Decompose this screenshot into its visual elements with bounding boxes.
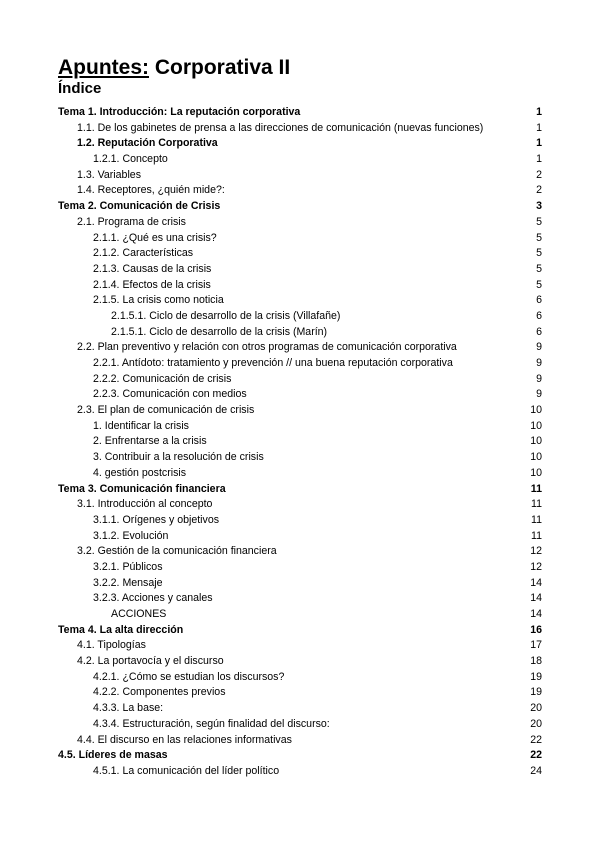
toc-entry-title: Tema 4. La alta dirección — [58, 623, 184, 636]
toc-entry-title: 4.5.1. La comunicación del líder político — [93, 764, 280, 777]
toc-entry-page: 5 — [536, 215, 542, 228]
toc-entry[interactable] — [58, 168, 542, 184]
toc-entry[interactable] — [58, 685, 542, 701]
toc-entry[interactable] — [58, 450, 542, 466]
toc-entry[interactable] — [58, 591, 542, 607]
toc-entry-title: 3.2.3. Acciones y canales — [93, 592, 213, 605]
toc-entry-title: 4. gestión postcrisis — [93, 466, 187, 479]
toc-entry-page: 5 — [536, 262, 542, 275]
index-heading: Índice — [58, 80, 102, 97]
toc-entry[interactable] — [58, 152, 542, 168]
toc-entry-page: 24 — [530, 764, 542, 777]
toc-entry-page: 20 — [530, 702, 542, 715]
toc-entry-title: 4.2. La portavocía y el discurso — [77, 655, 224, 668]
toc-entry-page: 10 — [530, 466, 542, 479]
toc-entry[interactable] — [58, 136, 542, 152]
toc-entry[interactable] — [58, 607, 542, 623]
toc-entry-title: Tema 2. Comunicación de Crisis — [58, 200, 221, 213]
toc-entry[interactable] — [58, 576, 542, 592]
toc-entry-title: Tema 3. Comunicación financiera — [58, 482, 226, 495]
toc-entry-page: 17 — [530, 639, 542, 652]
toc-entry[interactable] — [58, 325, 542, 341]
title-main: Corporativa II — [154, 56, 291, 79]
toc-entry-page: 16 — [530, 623, 542, 636]
toc-entry[interactable] — [58, 199, 542, 215]
toc-entry[interactable] — [58, 419, 542, 435]
toc-entry-page: 10 — [530, 404, 542, 417]
toc-entry-title: 2.1.3. Causas de la crisis — [93, 262, 212, 275]
toc-entry-title: 1.2.1. Concepto — [93, 153, 168, 166]
toc-entry-page: 6 — [536, 309, 542, 322]
toc-entry-page: 1 — [536, 121, 542, 134]
toc-entry-title: 2.2.1. Antídoto: tratamiento y prevención // una buena reputación corporativa — [93, 357, 453, 369]
toc-entry-page: 9 — [536, 341, 542, 354]
toc-entry-page: 6 — [536, 325, 542, 338]
toc-entry-page: 11 — [531, 513, 542, 526]
toc-entry[interactable] — [58, 387, 542, 403]
toc-entry-page: 1 — [536, 137, 542, 150]
toc-entry-title: 1.3. Variables — [77, 168, 141, 181]
toc-entry-page: 5 — [536, 231, 542, 244]
toc-entry-title: 4.2.1. ¿Cómo se estudian los discursos? — [93, 670, 285, 683]
toc-entry-page: 11 — [530, 482, 542, 495]
toc-entry-page: 6 — [536, 294, 542, 307]
toc-entry-page: 9 — [536, 357, 542, 369]
toc-entry-page: 11 — [531, 529, 542, 542]
toc-entry-title: 2.1.5.1. Ciclo de desarrollo de la crisis (Marín) — [111, 325, 328, 338]
toc-entry-page: 10 — [530, 419, 542, 432]
toc-entry-page: 14 — [530, 608, 542, 620]
toc-entry[interactable] — [58, 278, 542, 294]
toc-entry-page: 12 — [530, 545, 542, 558]
toc-entry-page: 2 — [536, 168, 542, 181]
toc-entry-title: 2.2.2. Comunicación de crisis — [93, 372, 232, 385]
toc-entry-title: 2.1. Programa de crisis — [77, 215, 186, 228]
toc-entry-page: 5 — [536, 247, 542, 260]
toc-entry-title: 2.1.4. Efectos de la crisis — [93, 278, 211, 291]
toc-entry-page: 22 — [530, 749, 542, 762]
toc-entry[interactable] — [58, 121, 542, 137]
toc-entry-title: 2. Enfrentarse a la crisis — [93, 435, 207, 448]
toc-entry[interactable] — [58, 748, 542, 764]
toc-entry-title: 1.4. Receptores, ¿quién mide?: — [77, 184, 225, 197]
table-of-contents — [58, 105, 542, 780]
toc-entry-title: 4.1. Tipologías — [77, 639, 146, 652]
toc-entry[interactable] — [58, 183, 542, 199]
toc-entry[interactable] — [58, 497, 542, 513]
toc-entry-page: 20 — [530, 717, 542, 730]
toc-entry-page: 5 — [536, 278, 542, 291]
toc-entry[interactable] — [58, 654, 542, 670]
toc-entry-page: 19 — [530, 686, 542, 699]
toc-entry[interactable] — [58, 701, 542, 717]
toc-entry-page: 14 — [530, 592, 542, 605]
toc-entry-title: 3.1.2. Evolución — [93, 529, 169, 542]
toc-entry-page: 10 — [530, 435, 542, 448]
toc-entry-title: 2.1.2. Características — [93, 247, 194, 260]
toc-entry-title: 4.2.2. Componentes previos — [93, 686, 226, 699]
toc-entry-title: 2.2.3. Comunicación con medios — [93, 388, 247, 401]
toc-entry[interactable] — [58, 356, 542, 372]
toc-entry[interactable] — [58, 670, 542, 686]
toc-entry-page: 9 — [536, 388, 542, 401]
toc-entry-title: 4.3.3. La base: — [93, 702, 164, 715]
toc-entry[interactable] — [58, 105, 542, 121]
toc-entry-title: 2.3. El plan de comunicación de crisis — [77, 404, 255, 417]
toc-entry-title: 4.3.4. Estructuración, según finalidad del discurso: — [93, 717, 330, 730]
toc-entry-page: 1 — [536, 153, 542, 166]
toc-entry[interactable] — [58, 466, 542, 482]
toc-entry[interactable] — [58, 372, 542, 388]
toc-entry-title: 2.1.1. ¿Qué es una crisis? — [93, 231, 217, 244]
toc-entry-page: 11 — [531, 498, 542, 511]
toc-entry[interactable] — [58, 764, 542, 780]
toc-entry-title: 1.1. De los gabinetes de prensa a las direcciones de comunicación (nuevas funciones) — [77, 121, 484, 134]
document-title — [58, 56, 290, 80]
toc-entry[interactable] — [58, 733, 542, 749]
toc-entry-page: 10 — [530, 451, 542, 464]
toc-entry-page: 19 — [530, 670, 542, 683]
toc-entry[interactable] — [58, 215, 542, 231]
toc-entry[interactable] — [58, 638, 542, 654]
toc-entry[interactable] — [58, 231, 542, 247]
toc-entry-page: 3 — [536, 200, 542, 213]
toc-entry-title: 4.4. El discurso en las relaciones informativas — [77, 733, 292, 746]
toc-entry-title: 1.2. Reputación Corporativa — [77, 137, 218, 150]
toc-entry-page: 14 — [530, 576, 542, 589]
toc-entry[interactable] — [58, 293, 542, 309]
toc-entry-page: 9 — [536, 372, 542, 385]
toc-entry[interactable] — [58, 340, 542, 356]
toc-entry[interactable] — [58, 717, 542, 733]
toc-entry[interactable] — [58, 262, 542, 278]
toc-entry-title: 2.2. Plan preventivo y relación con otros programas de comunicación corporativa — [77, 341, 457, 354]
toc-entry-title: 3.2. Gestión de la comunicación financiera — [77, 545, 277, 558]
toc-entry[interactable] — [58, 309, 542, 325]
toc-entry-title: ACCIONES — [111, 608, 167, 620]
toc-entry[interactable] — [58, 529, 542, 545]
toc-entry[interactable] — [58, 560, 542, 576]
toc-entry[interactable] — [58, 246, 542, 262]
toc-entry[interactable] — [58, 482, 542, 498]
toc-entry-title: 3.1.1. Orígenes y objetivos — [93, 513, 220, 526]
title-prefix: Apuntes: — [58, 56, 149, 79]
toc-entry-title: 2.1.5.1. Ciclo de desarrollo de la crisis (Villafañe) — [111, 309, 341, 322]
toc-entry[interactable] — [58, 403, 542, 419]
toc-entry[interactable] — [58, 544, 542, 560]
toc-entry-title: 4.5. Líderes de masas — [58, 749, 168, 762]
toc-entry-title: 1. Identificar la crisis — [93, 419, 189, 432]
toc-entry-title: Tema 1. Introducción: La reputación corporativa — [58, 106, 301, 118]
toc-entry[interactable] — [58, 434, 542, 450]
toc-entry[interactable] — [58, 623, 542, 639]
toc-entry-page: 18 — [530, 655, 542, 668]
toc-entry-title: 2.1.5. La crisis como noticia — [93, 294, 224, 307]
toc-entry-title: 3. Contribuir a la resolución de crisis — [93, 451, 264, 464]
toc-entry-page: 22 — [530, 733, 542, 746]
toc-entry-title: 3.2.2. Mensaje — [93, 576, 163, 589]
toc-entry-title: 3.1. Introducción al concepto — [77, 498, 213, 511]
toc-entry-page: 1 — [536, 106, 542, 118]
toc-entry-title: 3.2.1. Públicos — [93, 560, 163, 573]
toc-entry-page: 2 — [536, 184, 542, 197]
toc-entry[interactable] — [58, 513, 542, 529]
toc-entry-page: 12 — [530, 560, 542, 573]
